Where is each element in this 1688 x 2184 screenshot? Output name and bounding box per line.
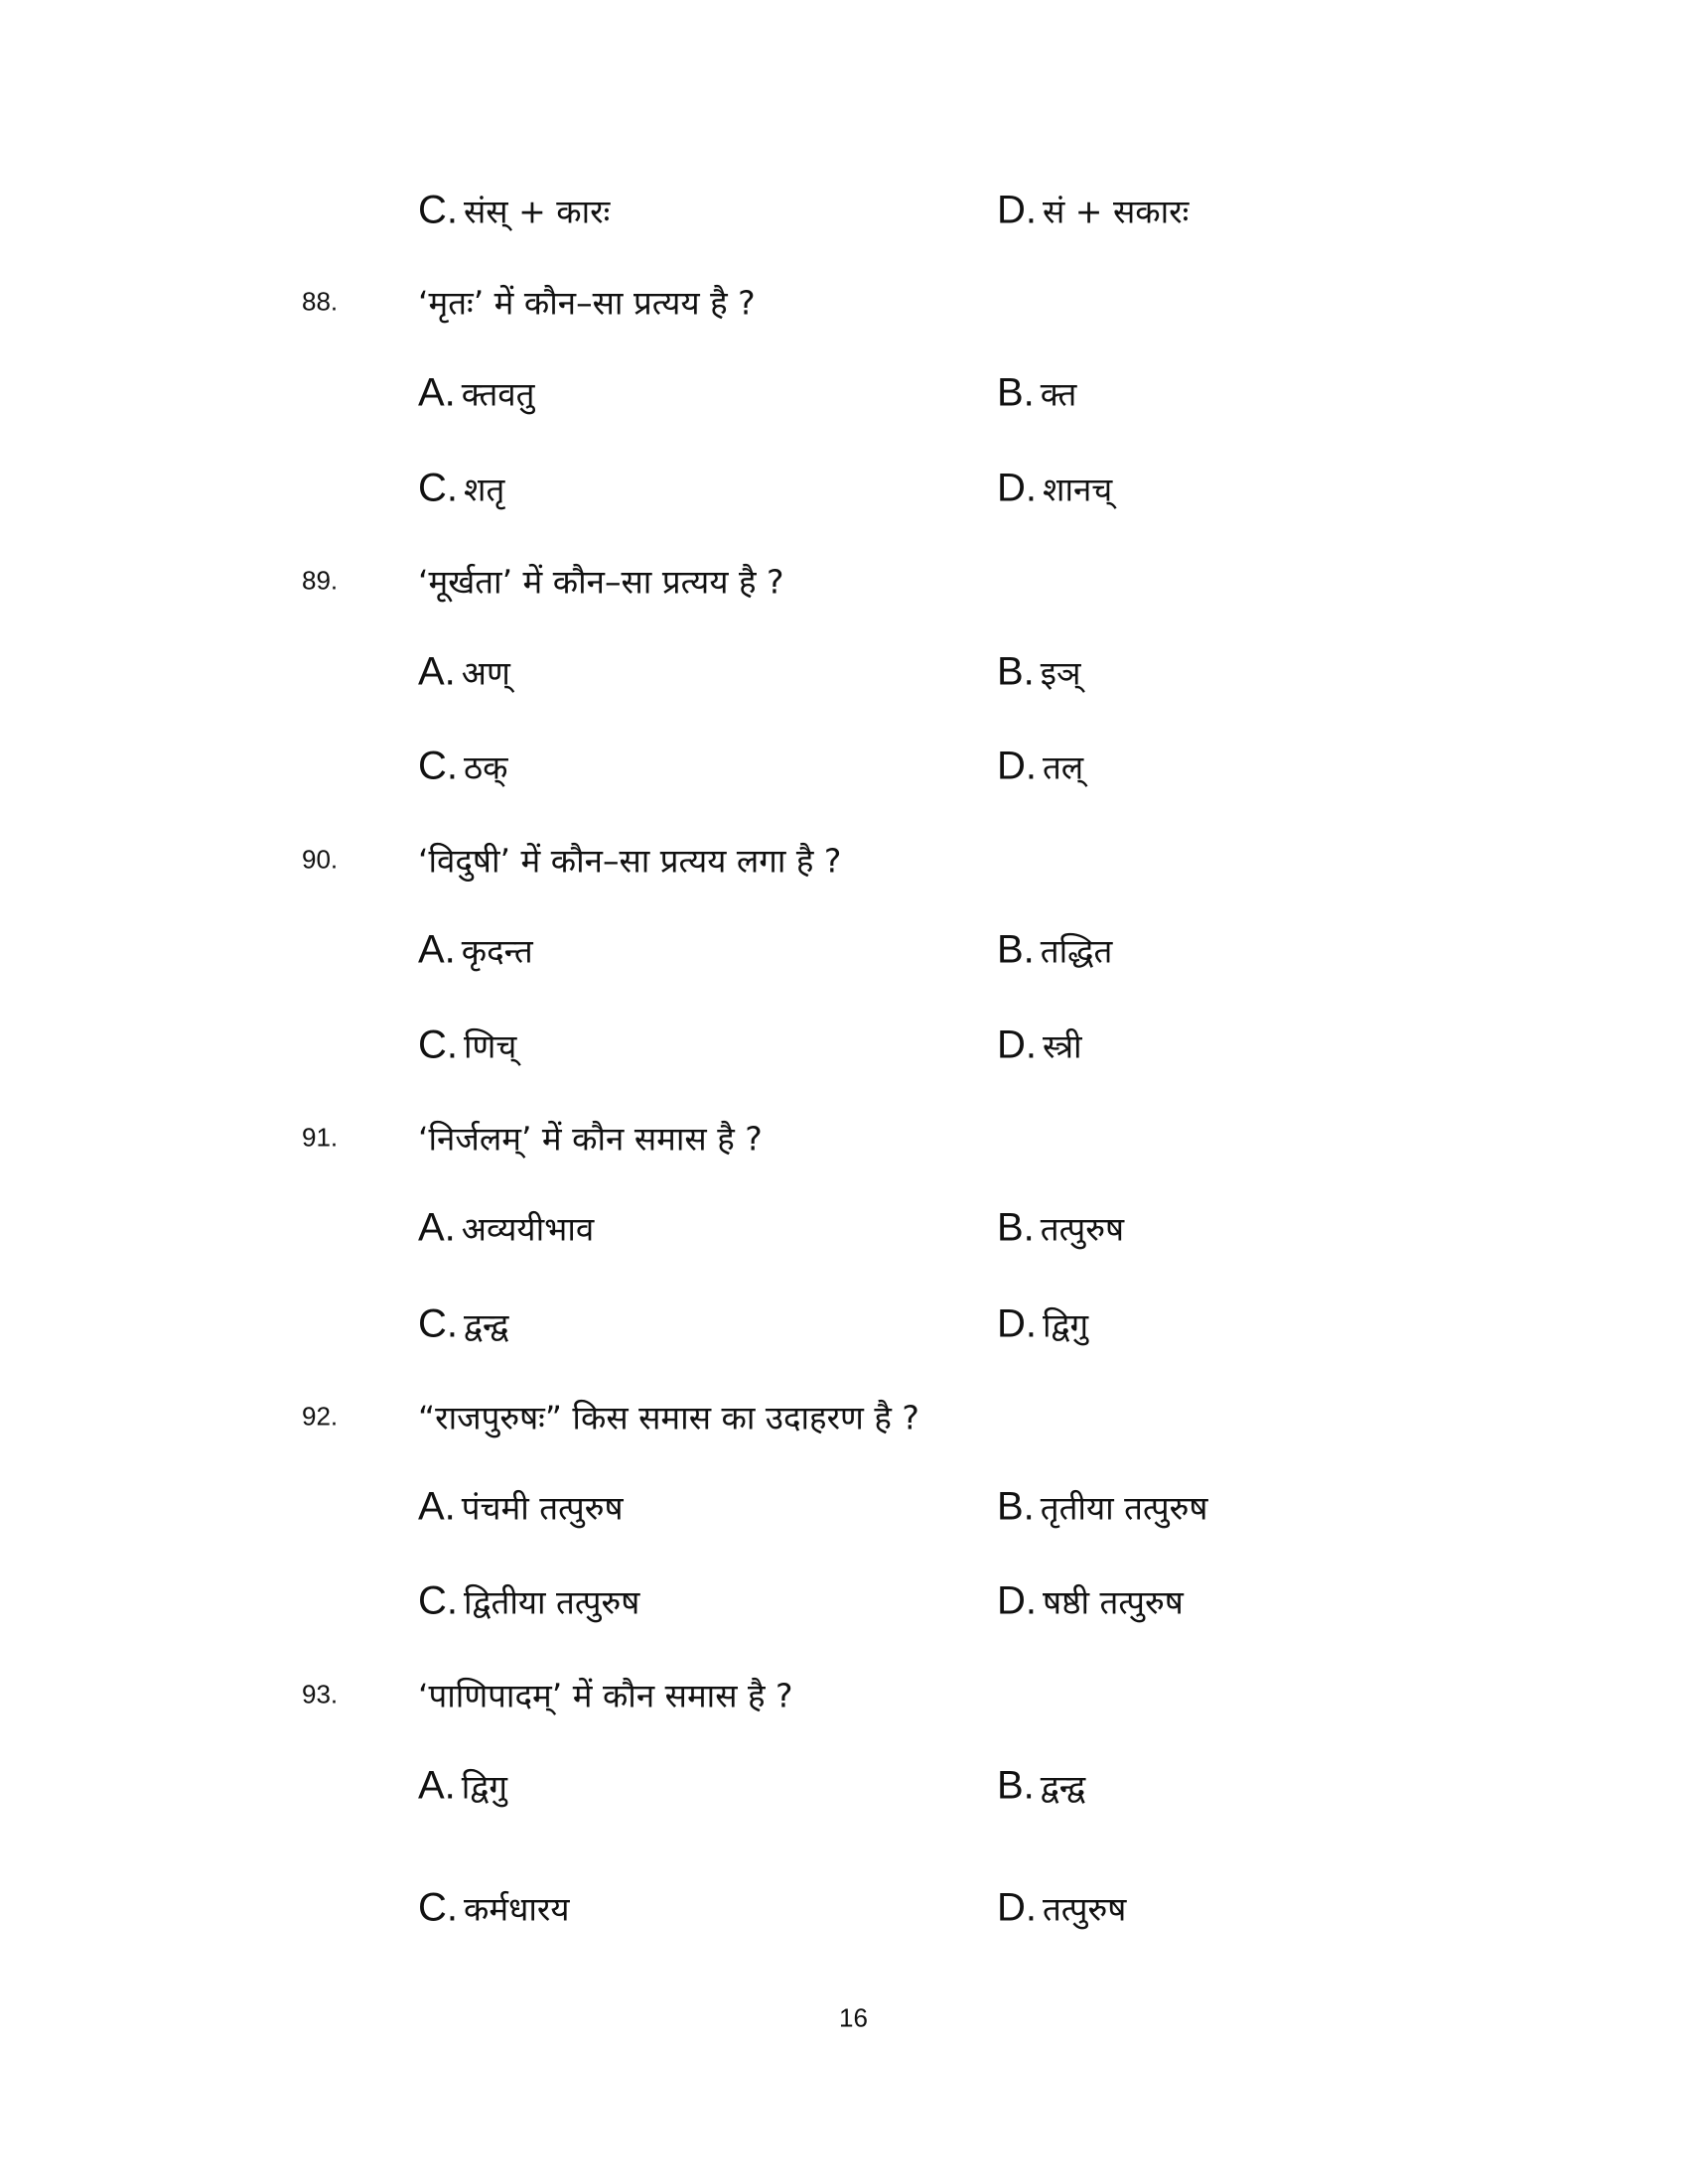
- option-text: षष्ठी तत्पुरुष: [1043, 1582, 1184, 1622]
- answer-option: [997, 1579, 1184, 1624]
- option-text: द्विगु: [461, 1767, 507, 1807]
- option-text: शानच्: [1043, 470, 1113, 509]
- question-number: 93.: [302, 1679, 339, 1709]
- answer-option: [418, 1024, 516, 1068]
- answer-option: [418, 189, 610, 233]
- answer-option: [997, 928, 1112, 973]
- answer-option: [418, 650, 510, 695]
- answer-option: [418, 467, 504, 511]
- question-text: ‘निर्जलम्’ में कौन समास है ?: [418, 1119, 763, 1159]
- option-text: द्वितीया तत्पुरुष: [464, 1582, 640, 1622]
- option-letter: D.: [997, 1578, 1037, 1623]
- page-number: 16: [839, 2002, 868, 2033]
- option-letter: C.: [418, 188, 458, 232]
- question-text: “राजपुरुषः” किस समास का उदाहरण है ?: [418, 1398, 919, 1437]
- option-letter: B.: [997, 370, 1035, 415]
- question-number: 89.: [302, 565, 339, 596]
- option-letter: C.: [418, 1301, 458, 1346]
- option-letter: B.: [997, 649, 1035, 694]
- question-text: ‘पाणिपादम्’ में कौन समास है ?: [418, 1676, 793, 1715]
- option-text: क्त: [1040, 374, 1077, 414]
- option-text: द्वन्द्व: [1040, 1767, 1086, 1807]
- option-text: तृतीया तत्पुरुष: [1040, 1488, 1208, 1528]
- option-letter: A.: [418, 1484, 456, 1529]
- option-letter: C.: [418, 466, 458, 510]
- option-letter: A.: [418, 927, 456, 972]
- answer-option: [997, 371, 1076, 416]
- option-text: कर्मधारय: [464, 1889, 570, 1929]
- option-text: द्वन्द्व: [464, 1305, 509, 1345]
- answer-option: [997, 189, 1189, 233]
- option-letter: A.: [418, 1763, 456, 1808]
- option-letter: B.: [997, 1205, 1035, 1250]
- option-text: इञ्: [1040, 653, 1081, 693]
- answer-option: [997, 1302, 1088, 1347]
- answer-option: [418, 745, 508, 789]
- question-number: 90.: [302, 844, 339, 875]
- option-letter: D.: [997, 188, 1037, 232]
- option-letter: C.: [418, 744, 458, 788]
- option-text: पंचमी तत्पुरुष: [461, 1488, 624, 1528]
- option-text: क्तवतु: [461, 374, 535, 414]
- option-letter: B.: [997, 927, 1035, 972]
- answer-option: [997, 1764, 1085, 1809]
- answer-option: [418, 928, 533, 973]
- answer-option: [418, 1206, 594, 1251]
- option-text: अण्: [461, 653, 510, 693]
- option-letter: D.: [997, 1301, 1037, 1346]
- answer-option: [997, 467, 1112, 511]
- option-letter: A.: [418, 370, 456, 415]
- option-text: स्त्री: [1043, 1026, 1082, 1066]
- answer-option: [418, 1886, 570, 1931]
- answer-option: [418, 1579, 639, 1624]
- question-number: 91.: [302, 1122, 339, 1153]
- option-text: तल्: [1043, 748, 1084, 787]
- answer-option: [997, 1886, 1126, 1931]
- answer-option: [418, 371, 534, 416]
- option-letter: B.: [997, 1763, 1035, 1808]
- answer-option: [997, 1206, 1124, 1251]
- option-text: द्विगु: [1043, 1305, 1089, 1345]
- answer-option: [997, 1485, 1207, 1530]
- question-number: 92.: [302, 1401, 339, 1432]
- option-text: तत्पुरुष: [1040, 1209, 1125, 1249]
- question-text: ‘विदुषी’ में कौन–सा प्रत्यय लगा है ?: [418, 841, 842, 881]
- option-text: कृदन्त: [461, 931, 533, 971]
- option-letter: B.: [997, 1484, 1035, 1529]
- answer-option: [418, 1485, 624, 1530]
- option-text: तत्पुरुष: [1043, 1889, 1127, 1929]
- option-text: सं + सकारः: [1043, 192, 1190, 231]
- option-letter: D.: [997, 1885, 1037, 1930]
- option-text: शतृ: [464, 470, 505, 509]
- option-letter: D.: [997, 466, 1037, 510]
- option-text: तद्धित: [1040, 931, 1113, 971]
- option-text: णिच्: [464, 1026, 517, 1066]
- option-letter: C.: [418, 1885, 458, 1930]
- option-text: ठक्: [464, 748, 508, 787]
- answer-option: [418, 1302, 508, 1347]
- answer-option: [997, 745, 1083, 789]
- option-letter: D.: [997, 744, 1037, 788]
- answer-option: [997, 650, 1081, 695]
- answer-option: [418, 1764, 507, 1809]
- option-letter: A.: [418, 649, 456, 694]
- option-text: अव्ययीभाव: [461, 1209, 595, 1249]
- question-text: ‘मूर्खता’ में कौन–सा प्रत्यय है ?: [418, 562, 784, 602]
- question-text: ‘मृतः’ में कौन–सा प्रत्यय है ?: [418, 283, 756, 323]
- question-number: 88.: [302, 286, 339, 317]
- option-letter: C.: [418, 1023, 458, 1067]
- option-letter: C.: [418, 1578, 458, 1623]
- answer-option: [997, 1024, 1082, 1068]
- option-letter: A.: [418, 1205, 456, 1250]
- option-letter: D.: [997, 1023, 1037, 1067]
- option-text: संस् + कारः: [464, 192, 611, 231]
